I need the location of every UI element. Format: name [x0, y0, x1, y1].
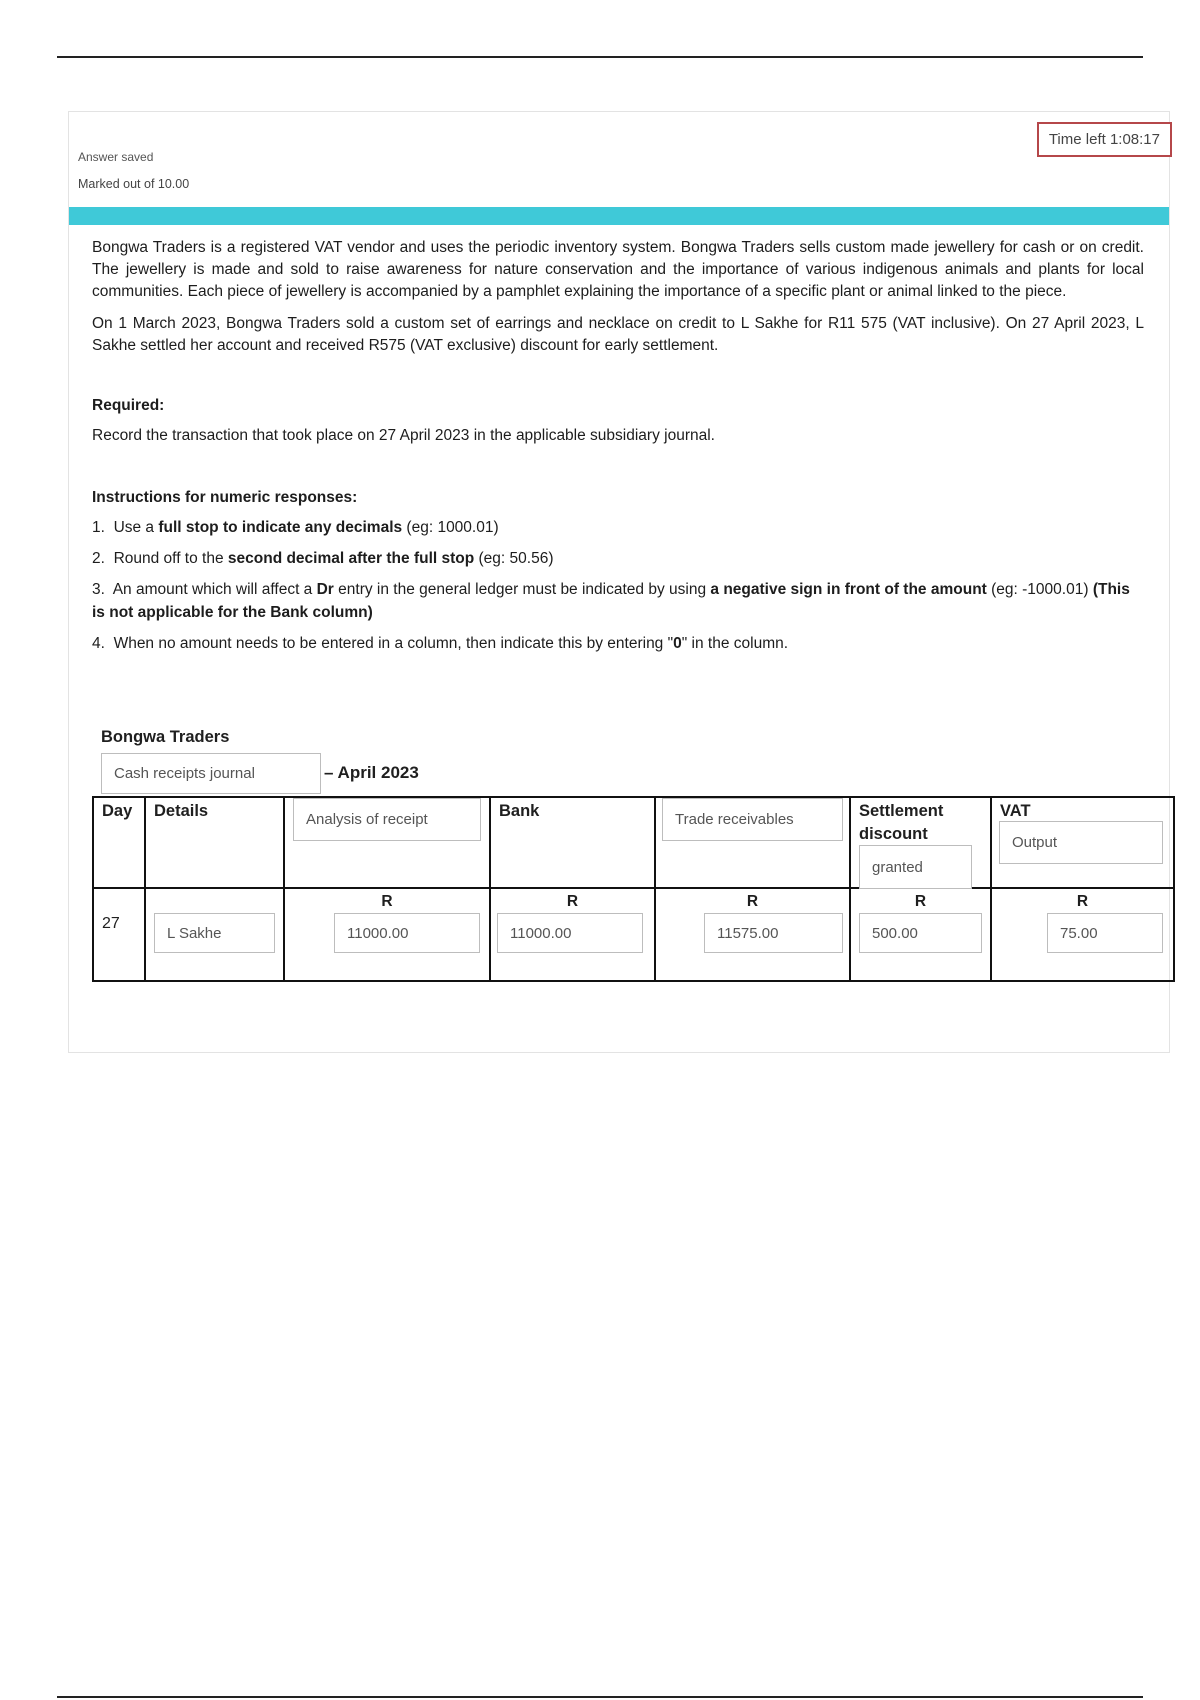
trade-amount-input[interactable]: 11575.00	[704, 913, 843, 953]
cell-details	[145, 888, 284, 981]
question-text	[92, 237, 1144, 663]
bottom-divider	[57, 1696, 1143, 1698]
header-vat: VAT Output	[991, 797, 1174, 888]
currency-label: R	[381, 893, 393, 910]
cell-vat	[991, 888, 1174, 981]
cell-trade	[655, 888, 850, 981]
instruction-item: 4. When no amount needs to be entered in a column, then indicate this by entering "0" in the column.	[92, 635, 789, 652]
journal-type-select[interactable]: Cash receipts journal	[101, 753, 321, 794]
settlement-amount-input[interactable]: 500.00	[859, 913, 982, 953]
cell-settlement	[850, 888, 991, 981]
header-details: Details	[145, 797, 284, 888]
accent-bar	[69, 207, 1169, 225]
scenario-paragraph: Bongwa Traders is a registered VAT vendor and uses the periodic inventory system. Bongwa Traders sells custom made jewellery for cash or on credit. The jewellery is made and sold to raise awareness for nature conservation and the importance of various indigenous animals and plants for local communities. Each piece of jewellery is accompanied by a pamphlet explaining the importance of a specific plant or animal linked to the piece.	[92, 239, 1144, 300]
analysis-amount-input[interactable]: 11000.00	[334, 913, 480, 953]
header-settlement: Settlement discount granted	[850, 797, 991, 888]
question-card	[68, 111, 1170, 1053]
instruction-item: 2. Round off to the second decimal after the full stop (eg: 50.56)	[92, 550, 554, 567]
journal-period: – April 2023	[324, 763, 419, 782]
currency-label: R	[914, 893, 927, 910]
table-header-row	[93, 797, 1174, 888]
instruction-item: 3. An amount which will affect a Dr entry in the general ledger must be indicated by using a negative sign in front of the amount (eg: -1000.01) (This is not applicable for the Bank column)	[92, 581, 1130, 621]
day-value: 27	[102, 915, 120, 932]
currency-label: R	[1076, 893, 1089, 910]
vat-amount-input[interactable]: 75.00	[1047, 913, 1163, 953]
cell-analysis	[284, 888, 490, 981]
header-bank: Bank	[490, 797, 655, 888]
required-heading: Required:	[92, 397, 165, 414]
bank-amount-input[interactable]: 11000.00	[497, 913, 643, 953]
vat-output-field[interactable]: Output	[999, 821, 1163, 864]
instruction-item: 1. Use a full stop to indicate any decimals (eg: 1000.01)	[92, 519, 499, 536]
analysis-of-receipt-field[interactable]: Analysis of receipt	[293, 798, 481, 841]
cell-bank	[490, 888, 655, 981]
required-text: Record the transaction that took place on 27 April 2023 in the applicable subsidiary journal.	[92, 427, 715, 444]
header-analysis	[284, 797, 490, 888]
time-left-timer: Time left 1:08:17	[1037, 122, 1172, 157]
table-row	[93, 888, 1174, 981]
header-day: Day	[93, 797, 145, 888]
answer-status: Answer saved	[78, 150, 154, 164]
instructions-list	[92, 516, 1144, 655]
header-trade	[655, 797, 850, 888]
instructions-heading: Instructions for numeric responses:	[92, 489, 358, 506]
currency-label: R	[566, 893, 579, 910]
marked-out-of: Marked out of 10.00	[78, 177, 190, 191]
journal-table	[92, 796, 1175, 982]
settlement-granted-field[interactable]: granted	[859, 845, 972, 889]
trade-receivables-field[interactable]: Trade receivables	[662, 798, 843, 841]
company-name: Bongwa Traders	[101, 728, 230, 746]
details-input[interactable]: L Sakhe	[154, 913, 275, 953]
transaction-paragraph: On 1 March 2023, Bongwa Traders sold a custom set of earrings and necklace on credit to L Sakhe for R11 575 (VAT inclusive). On 27 April 2023, L Sakhe settled her account and received R575 (VAT exclusive) discount for early settlement.	[92, 315, 1144, 354]
top-divider	[57, 56, 1143, 58]
currency-label: R	[746, 893, 759, 910]
cell-day	[93, 888, 145, 981]
